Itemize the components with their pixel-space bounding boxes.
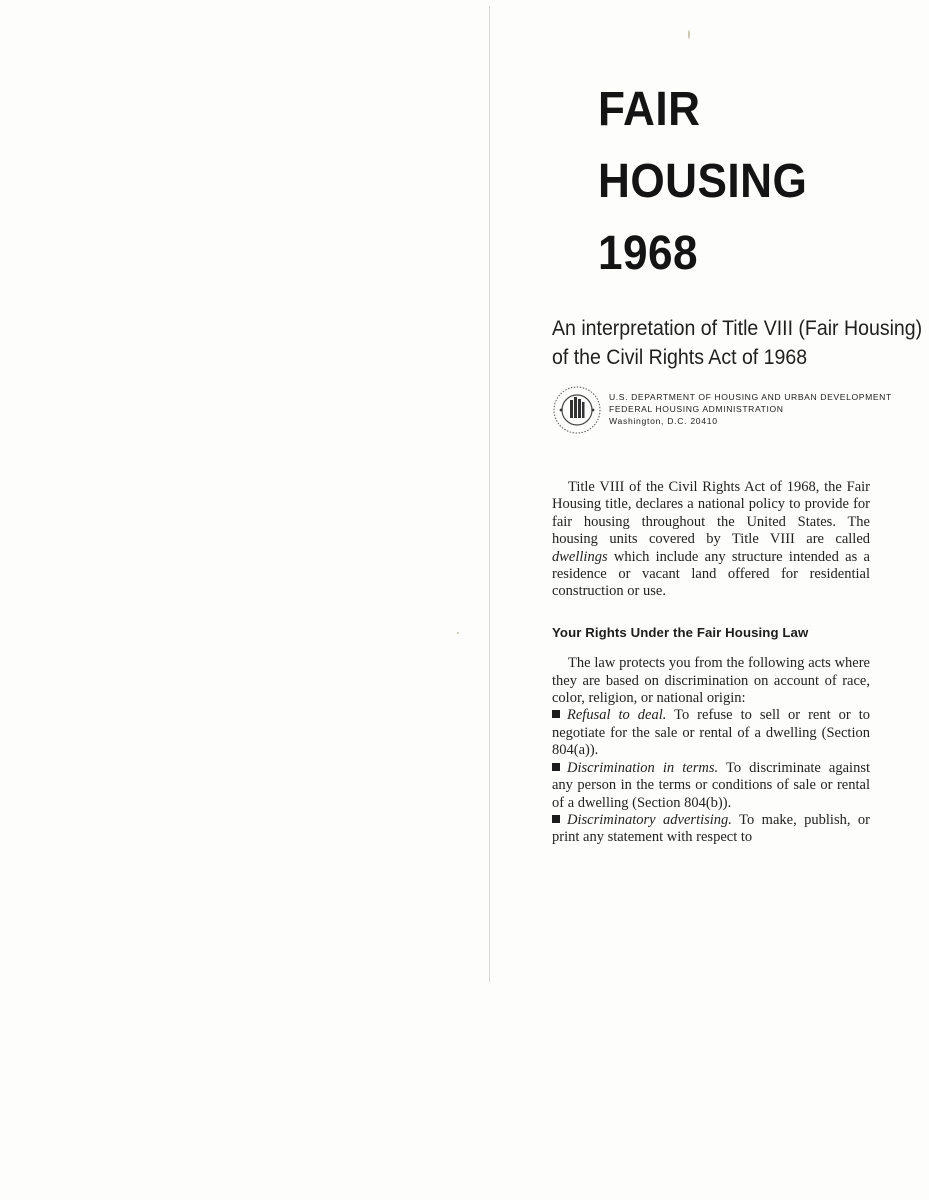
square-bullet-icon bbox=[552, 710, 560, 718]
page-fold-line bbox=[489, 6, 490, 982]
list-item bbox=[552, 707, 870, 759]
publisher-address: Washington, D.C. 20410 bbox=[609, 416, 718, 426]
title-line-2: HOUSING bbox=[598, 155, 808, 208]
document-title bbox=[598, 74, 924, 290]
hud-seal-icon bbox=[552, 385, 602, 435]
publisher-block bbox=[552, 387, 924, 435]
list-item bbox=[552, 760, 870, 812]
title-line-1: FAIR bbox=[598, 83, 701, 136]
list-item-text: To refuse to sell or rent or to negotiate for the sale or rental of a dwelling (Section 804(a)). bbox=[552, 707, 870, 759]
paper-speck bbox=[688, 30, 690, 39]
intro-paragraph bbox=[552, 479, 870, 601]
list-item-term: Discriminatory advertising. bbox=[567, 811, 732, 828]
title-line-3: 1968 bbox=[598, 227, 699, 280]
paper-speck bbox=[457, 632, 459, 634]
publisher-department: U.S. DEPARTMENT OF HOUSING AND URBAN DEVELOPMENT bbox=[609, 392, 892, 402]
square-bullet-icon bbox=[552, 763, 560, 771]
document-body bbox=[552, 479, 870, 847]
publisher-text bbox=[609, 391, 892, 427]
leaflet-front-panel bbox=[552, 70, 924, 847]
intro-text-end: which include any structure intended as a residence or vacant land offered for residential construction or use. bbox=[552, 548, 870, 600]
intro-emphasis: dwellings bbox=[552, 548, 608, 565]
intro-text: Title VIII of the Civil Rights Act of 1968, the Fair Housing title, declares a national policy to provide for fair housing throughout the United States. The housing units covered by Title VIII are called bbox=[552, 479, 870, 548]
list-item-text: To discriminate against any person in the terms or conditions of sale or rental of a dwelling (Section 804(b)). bbox=[552, 759, 871, 811]
publisher-administration: FEDERAL HOUSING ADMINISTRATION bbox=[609, 404, 784, 414]
section-intro-paragraph: The law protects you from the following acts where they are based on discrimination on account of race, color, religion, or national origin: bbox=[552, 655, 870, 707]
list-item-text: To make, publish, or print any statement with respect to bbox=[552, 811, 870, 846]
list-item-term: Refusal to deal. bbox=[567, 707, 667, 724]
section-heading: Your Rights Under the Fair Housing Law bbox=[552, 624, 809, 640]
list-item bbox=[552, 812, 870, 847]
list-item-term: Discrimination in terms. bbox=[567, 759, 719, 776]
document-subtitle: An interpretation of Title VIII (Fair Housing) of the Civil Rights Act of 1968 bbox=[552, 317, 923, 369]
square-bullet-icon bbox=[552, 815, 560, 823]
